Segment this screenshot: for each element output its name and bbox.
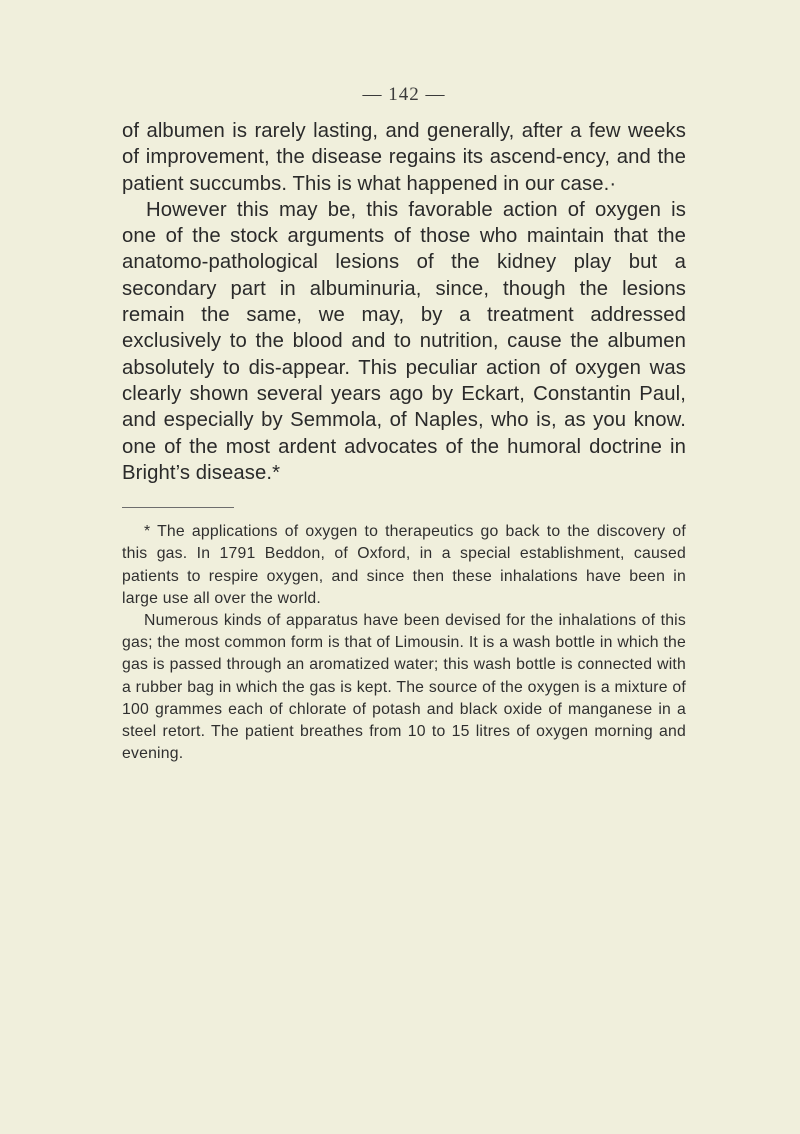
page-number: — 142 —: [362, 84, 446, 105]
main-paragraph: of albumen is rarely lasting, and generally, after a few weeks of improvement, the disease regains its ascend-ency, and the patient succumbs. This is what happened in our case.·: [122, 120, 686, 195]
footnote: [122, 521, 686, 765]
footnote-paragraph: Numerous kinds of apparatus have been devised for the inhalations of this gas; the most common form is that of Limousin. It is a wash bottle in which the gas is passed through an aromatized water; this wash bottle is connected with a rubber bag in which the gas is kept. The source of the oxygen is a mixture of 100 grammes each of chlorate of potash and black oxide of manganese in a steel retort. The patient breathes from 10 to 15 litres of oxygen morning and evening.: [122, 611, 686, 763]
main-text: [122, 118, 686, 486]
footnote-divider: [122, 507, 234, 508]
footnote-paragraph: * The applications of oxygen to therapeutics go back to the discovery of this gas. In 1791 Beddon, of Oxford, in a special establishment, caused patients to respire oxygen, and since then these inhalations have been in large use all over the world.: [122, 523, 686, 607]
book-page: [122, 84, 686, 765]
main-paragraph: However this may be, this favorable action of oxygen is one of the stock arguments of those who maintain that the anatomo-pathological lesions of the kidney play but a secondary part in albuminuria, since, though the lesions remain the same, we may, by a treatment addressed exclusively to the blood and to nutrition, cause the albumen absolutely to dis-appear. This peculiar action of oxygen was clearly shown several years ago by Eckart, Constantin Paul, and especially by Semmola, of Naples, who is, as you know. one of the most ardent advocates of the humoral doctrine in Bright’s disease.*: [122, 198, 686, 484]
